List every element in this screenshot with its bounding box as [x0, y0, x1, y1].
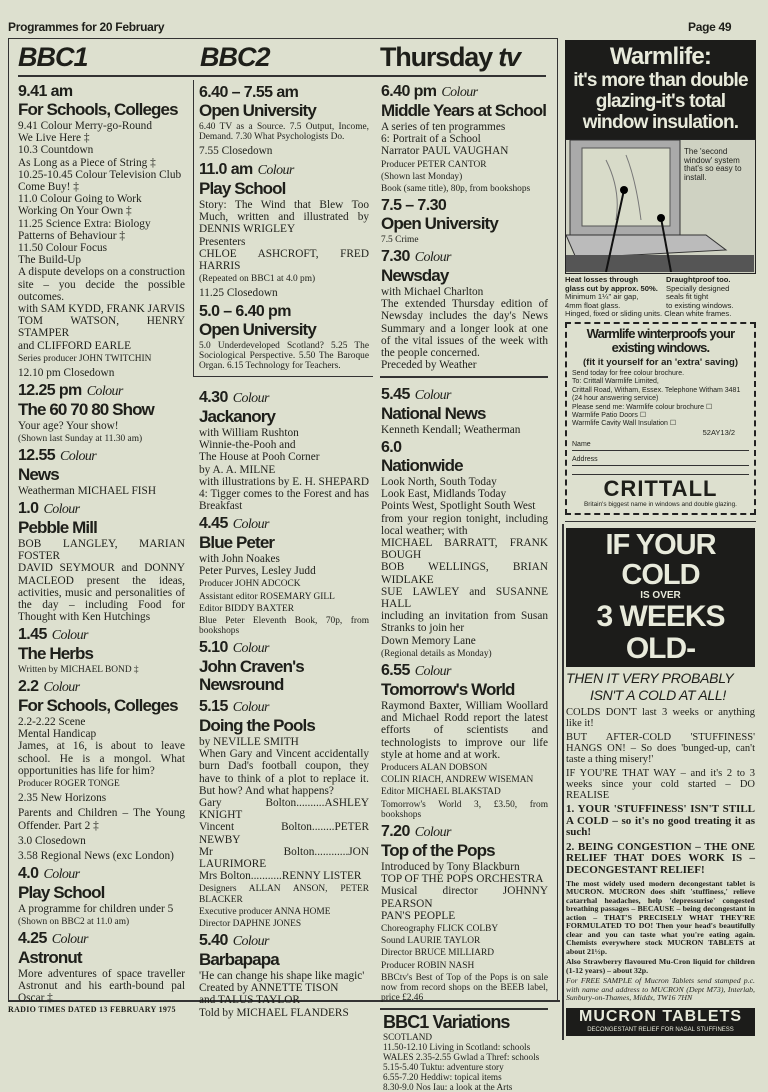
caption-line: glass cut by approx. 50%.: [565, 283, 658, 293]
cold-ad-paragraph: COLDS DON'T last 3 weeks or anything like it!: [566, 707, 755, 729]
day-heading: [380, 42, 520, 73]
programme-description: Story: The Wind that Blew Too Much, written and illustrated by DENNIS WRIGLEY: [199, 199, 369, 236]
colour-label: Colour: [43, 680, 80, 695]
coupon-address: [572, 370, 749, 429]
programme-time: 7.20: [381, 823, 410, 840]
cold-ad-small-print: The most widely used modern decongestant tablet is MUCRON. MUCRON does shift 'stuffiness,' relieve catarrhal headaches, help 'depressurise' congested breathing passages – BECAUSE – being decongestant in action – THAT'S PRECISELY WHAT THEY'RE FORMULATED TO DO! Then your head's beautifully clear and you can taste what you're eating again. Chemists everywhere stock MUCRON TABLETS at about 21½p.: [566, 878, 755, 956]
programme-description: with William Rushton: [199, 427, 299, 439]
crittall-logo: CRITTALL: [603, 476, 718, 502]
programme-credits: Sound LAURIE TAYLOR: [381, 936, 481, 947]
programme-description: Kenneth Kendall; Weatherman: [381, 424, 521, 436]
caption-row: [565, 276, 756, 310]
programme-time-row: [199, 303, 369, 321]
window-illustration: [565, 139, 756, 274]
programme-credits: (Shown on BBC2 at 11.0 am): [18, 917, 130, 928]
programme-time-row: [199, 84, 369, 102]
programme-description: including an invitation from Susan Stranks to join her: [381, 610, 548, 635]
programme-time-row: [381, 83, 548, 102]
programme-time: 5.0 – 6.40 pm: [199, 303, 291, 320]
programme-title: Middle Years at School: [381, 101, 547, 120]
programme-title: Play School: [199, 179, 286, 198]
programme-description: TOP OF THE POPS ORCHESTRA: [381, 873, 544, 886]
colour-label: Colour: [60, 449, 97, 464]
colour-label: Colour: [43, 867, 80, 882]
programme-description: Created by ANNETTE TISON: [199, 982, 339, 995]
programme-description: Winnie-the-Pooh and: [199, 439, 296, 452]
programme-time: 9.41 am: [18, 83, 73, 100]
programme-description: with SAM KYDD, FRANK JARVIS: [18, 303, 186, 316]
programme-title: Top of the Pops: [381, 841, 495, 860]
programme-description: Your age? Your show!: [18, 420, 119, 432]
headline-line: 3 WEEKS OLD-: [596, 600, 725, 665]
programme-description: 11.50 Colour Focus: [18, 242, 108, 255]
divider: [380, 376, 548, 378]
headline-line: IS OVER: [640, 590, 681, 601]
programme-credits: Producers ALAN DOBSON: [381, 763, 488, 774]
schedule-line: 12.10 pm Closedown: [18, 367, 115, 380]
caption-line: 4mm float glass.: [565, 300, 621, 310]
colour-label: Colour: [414, 388, 451, 403]
programme-description: and CLIFFORD EARLE: [18, 339, 131, 352]
programme-credits: Producer ROBIN NASH: [381, 960, 475, 971]
programme-description: When Gary and Vincent accidentally burn Dad's football coupon, they have to think of a plot to replace it. But how? And what happens?: [199, 748, 369, 797]
page-date-header: Programmes for 20 February: [8, 20, 165, 34]
programme-time-row: [381, 386, 548, 405]
colour-label: Colour: [232, 700, 269, 715]
mucron-tagline: DECONGESTANT RELIEF FOR NASAL STUFFINESS: [587, 1026, 734, 1033]
programme-description: with illustrations by E. H. SHEPARD: [199, 475, 369, 488]
programme-listing: [381, 439, 548, 659]
programme-description: Look East, Midlands Today: [381, 488, 507, 501]
programme-time-row: [381, 439, 548, 457]
ad-border: [562, 524, 564, 1040]
programme-description: Weatherman MICHAEL FISH: [18, 485, 156, 497]
programme-description: BOB WELLINGS, BRIAN WIDLAKE: [381, 561, 548, 586]
schedule-line: 3.58 Regional News (exc London): [18, 850, 174, 863]
programme-time: 6.0: [381, 439, 402, 456]
name-field[interactable]: [572, 441, 749, 451]
programme-time: 4.30: [199, 389, 228, 406]
programme-description: CHLOE ASHCROFT, FRED HARRIS: [199, 247, 369, 273]
programme-description: Mr Bolton............JON LAURIMORE: [199, 845, 369, 871]
programme-description: with John Noakes: [199, 553, 280, 565]
coupon-line: Crittall Road, Witham, Essex. Telephone Witham 3481: [572, 386, 741, 394]
programme-title: Open University: [199, 320, 316, 339]
programme-credits: (Regional details as Monday): [381, 648, 492, 659]
programme-credits: COLIN RIACH, ANDREW WISEMAN: [381, 775, 534, 786]
mucron-advert: [566, 528, 755, 1036]
programme-credits: 7.5 Crime: [381, 235, 419, 245]
programme-credits: Assistant editor ROSEMARY GILL: [199, 591, 335, 602]
colour-label: Colour: [43, 502, 80, 517]
programme-description: Look North, South Today: [381, 476, 497, 488]
programme-time: 4.25: [18, 930, 47, 947]
programme-listing: [381, 83, 548, 194]
headline-line: it's more than double: [573, 70, 748, 91]
programme-credits: Blue Peter Eleventh Book, 70p, from bookshops: [199, 616, 369, 637]
programme-time-row: [18, 83, 185, 101]
programme-credits: BBCtv's Best of Top of the Pops is on sale now from record shops on the BEEB label, price £2.46: [381, 972, 548, 1004]
cold-sub-2: ISN'T A COLD AT ALL!: [590, 687, 726, 703]
warmlife-brand: Warmlife:: [609, 43, 712, 70]
programme-description: A dispute develops on a construction site – you decide the possible outcomes.: [18, 266, 185, 303]
programme-title: Open University: [199, 101, 316, 120]
programme-time: 4.0: [18, 865, 39, 882]
programme-description: 9.41 Colour Merry-go-Round: [18, 120, 152, 132]
programme-time: 5.45: [381, 386, 410, 403]
programme-title: John Craven's Newsround: [199, 657, 304, 694]
divider: [565, 521, 756, 522]
programme-time-row: [199, 639, 369, 658]
programme-time-row: [381, 248, 548, 267]
divider: [380, 1008, 548, 1010]
programme-title: Blue Peter: [199, 533, 275, 552]
programme-credits: Written by MICHAEL BOND ‡: [18, 665, 139, 675]
programme-credits: Choreography FLICK COLBY: [381, 924, 499, 935]
programme-description: Musical director JOHNNY PEARSON: [381, 885, 548, 910]
programme-credits: Producer PETER CANTOR: [381, 159, 487, 170]
crittall-tagline: Britain's biggest name in windows and double glazing.: [584, 501, 737, 509]
cold-ad-paragraph: IF YOU'RE THAT WAY – and it's 2 to 3 weeks since your cold started – DO REALISE: [566, 768, 755, 801]
programme-listing: [199, 303, 369, 372]
programme-listing: [199, 84, 369, 158]
programme-time-row: [18, 678, 185, 697]
programme-title: Play School: [18, 883, 105, 902]
programme-credits: Producer JOHN ADCOCK: [199, 579, 301, 590]
programme-description: A series of ten programmes: [381, 121, 506, 133]
programme-listing: [381, 248, 548, 371]
programme-description: and TALUS TAYLOR: [199, 994, 300, 1007]
programme-description: A programme for children under 5: [18, 903, 174, 915]
programme-description: PAN'S PEOPLE: [381, 909, 456, 922]
programme-description: Mrs Bolton...........RENNY LISTER: [199, 870, 362, 883]
programme-title: Nationwide: [381, 456, 463, 475]
programme-description: SUE LAWLEY and SUSANNE HALL: [381, 585, 548, 611]
programme-title: Open University: [381, 214, 498, 233]
programme-listing: [381, 386, 548, 436]
programme-credits: Tomorrow's World 3, £3.50, from bookshops: [381, 799, 548, 820]
programme-time-row: [199, 932, 369, 951]
programme-description: 11.25 Science Extra: Biology: [18, 217, 151, 230]
programme-listing: [199, 932, 369, 1019]
programme-time: 6.40 pm: [381, 83, 437, 100]
caption-heat-loss: [565, 276, 661, 310]
heading-rule: [18, 75, 546, 77]
programme-title: Doing the Pools: [199, 716, 315, 735]
programme-time: 1.0: [18, 500, 39, 517]
colour-label: Colour: [441, 85, 478, 100]
schedule-line: Parents and Children – The Young Offender. Part 2 ‡: [18, 807, 185, 832]
bbc1-heading: BBC1: [18, 42, 88, 72]
programme-credits: Editor BIDDY BAXTER: [199, 603, 294, 614]
programme-time-row: [199, 389, 369, 408]
programme-time-row: [18, 865, 185, 884]
colour-label: Colour: [414, 825, 451, 840]
programme-time: 4.45: [199, 515, 228, 532]
variations-list: [383, 1032, 548, 1092]
programme-title: Pebble Mill: [18, 518, 97, 537]
programme-credits: (Repeated on BBC1 at 4.0 pm): [199, 274, 316, 285]
programme-description: Down Memory Lane: [381, 634, 476, 647]
cold-ad-paragraph: 2. BEING CONGESTION – THE ONE RELIEF THAT DOES WORK IS – DECONGESTANT RELIEF!: [566, 840, 755, 876]
cold-ad-body: [566, 707, 755, 1005]
variation-line: 5.15-5.40 Tuktu: adventure story: [383, 1062, 504, 1072]
bbc2-heading: BBC2: [200, 42, 270, 72]
warmlife-advert: [565, 40, 756, 522]
name-label: Name: [572, 441, 591, 449]
programme-description: Narrator PAUL VAUGHAN: [381, 145, 509, 158]
warmlife-headline-box: [565, 40, 756, 139]
variation-line: 11.50-12.10 Living in Scotland: schools: [383, 1042, 531, 1052]
programme-description: MICHAEL BARRATT, FRANK BOUGH: [381, 537, 548, 562]
mucron-logo-box: [566, 1008, 755, 1036]
programme-description: Come Buy! ‡: [18, 181, 79, 194]
programme-title: Tomorrow's World: [381, 680, 515, 699]
programme-listing: [381, 197, 548, 245]
address-label: Address: [572, 456, 598, 464]
address-field[interactable]: [572, 456, 749, 466]
coupon-line: Warmlife Patio Doors ☐: [572, 412, 647, 419]
colour-label: Colour: [414, 250, 451, 265]
programme-listing: [18, 447, 185, 497]
colour-label: Colour: [232, 641, 269, 656]
programme-title: For Schools, Colleges: [18, 100, 178, 119]
programme-description: More adventures of space traveller Astronut and his earth-bound pal Oscar ‡: [18, 968, 185, 1005]
programme-credits: (Shown last Monday): [381, 171, 463, 182]
programme-description: The extended Thursday edition of Newsday includes the day's News Summary and a longer look at one of the vital issues of the week with the people concerned.: [381, 298, 548, 360]
programme-time: 5.10: [199, 639, 228, 656]
cold-ad-small-print: Also Strawberry flavoured Mu-Cron liquid for children (1-12 years) – about 32p.: [566, 957, 755, 975]
programme-description: BOB LANGLEY, MARIAN FOSTER: [18, 538, 185, 563]
coupon-title-line: existing windows.: [611, 339, 710, 355]
programme-title: National News: [381, 404, 486, 423]
caption-line: to existing windows.: [666, 300, 734, 310]
coupon-line: Please send me: Warmlife colour brochure ☐: [572, 403, 713, 411]
colour-label: Colour: [257, 163, 294, 178]
programme-credits: Director BRUCE MILLIARD: [381, 948, 495, 959]
programme-description: As Long as a Piece of String ‡: [18, 156, 156, 169]
programme-time-row: [18, 382, 185, 401]
programme-time-row: [199, 161, 369, 180]
programme-description: from your region tonight, including local weather; with: [381, 512, 548, 537]
schedule-line: 2.35 New Horizons: [18, 792, 107, 805]
coupon-line: To: Crittall Warmlife Limited,: [572, 378, 659, 386]
programme-credits: Producer ROGER TONGE: [18, 779, 120, 790]
programme-title: The 60 70 80 Show: [18, 400, 154, 419]
programme-listing: [18, 500, 185, 623]
coupon-subtitle: (fit it yourself for an 'extra' saving): [583, 356, 738, 368]
caption-line: Heat losses through: [565, 275, 638, 284]
programme-time: 12.55: [18, 447, 56, 464]
schedule-line: 11.25 Closedown: [199, 287, 278, 300]
programme-time-row: [381, 197, 548, 215]
programme-time: 6.40 – 7.55 am: [199, 84, 299, 101]
cold-ad-paragraph: BUT AFTER-COLD 'STUFFINESS' HANGS ON! – So does 'bunged-up, can't taste a thing misery!': [566, 732, 755, 765]
programme-description: Gary Bolton..........ASHLEY KNIGHT: [199, 797, 369, 822]
programme-title: Astronut: [18, 948, 82, 967]
day-name: Thursday: [380, 42, 492, 72]
programme-listing: [18, 382, 185, 444]
programme-credits: Designers ALLAN ANSON, PETER BLACKER: [199, 884, 369, 905]
cold-headline-box: [566, 528, 755, 667]
programme-credits: 6.40 TV as a Source. 7.5 Output, Income, Demand. 7.30 What Psychologists Do.: [199, 122, 369, 143]
programme-time: 11.0 am: [199, 161, 253, 178]
variation-line: SCOTLAND: [383, 1032, 433, 1042]
variations-title: BBC1 Variations: [383, 1012, 510, 1032]
cold-ad-paragraph: 1. YOUR 'STUFFINESS' ISN'T STILL A COLD – so it's no good treating it as such!: [566, 803, 755, 839]
schedule-line: 3.0 Closedown: [18, 834, 86, 847]
programme-listing: [381, 662, 548, 820]
programme-description: TOM WATSON, HENRY STAMPER: [18, 315, 185, 340]
programme-time: 5.40: [199, 932, 228, 949]
colour-label: Colour: [414, 664, 451, 679]
coupon-line: (24 hour answering service): [572, 395, 659, 403]
programme-credits: Series producer JOHN TWITCHIN: [18, 353, 152, 364]
caption-line: Specially designed: [666, 283, 730, 293]
colour-label: Colour: [232, 517, 269, 532]
programme-description: by A. A. MILNE: [199, 463, 276, 476]
programme-description: James, at 16, is about to leave school. He is a mongol. What opportunities has life for him?: [18, 740, 185, 777]
programme-description: 4: Tigger comes to the Forest and has Breakfast: [199, 488, 369, 513]
caption-line: seals fit tight: [666, 292, 709, 302]
colour-label: Colour: [86, 384, 123, 399]
colour-label: Colour: [51, 932, 88, 947]
caption-draughtproof: [666, 276, 756, 310]
programme-description: The House at Pooh Corner: [199, 451, 320, 464]
programme-time-row: [18, 447, 185, 466]
programme-time: 12.25 pm: [18, 382, 82, 399]
programme-description: Mental Handicap: [18, 728, 97, 741]
programme-description: with Michael Charlton: [381, 286, 484, 298]
programme-listing: [199, 639, 369, 695]
programme-title: Jackanory: [199, 407, 276, 426]
programme-time-row: [18, 500, 185, 519]
colour-label: Colour: [232, 391, 269, 406]
page-number: Page 49: [688, 20, 732, 34]
programme-credits: Executive producer ANNA HOME: [199, 906, 331, 917]
programme-listing: [18, 930, 185, 1005]
programme-credits: (Shown last Sunday at 11.30 am): [18, 434, 143, 445]
programme-listing: [199, 161, 369, 300]
programme-time: 7.5 – 7.30: [381, 197, 447, 214]
programme-time-row: [381, 823, 548, 842]
programme-description: Working On Your Own ‡: [18, 205, 132, 218]
programme-time: 6.55: [381, 662, 410, 679]
programme-description: Peter Purves, Lesley Judd: [199, 565, 316, 578]
programme-listing: [18, 865, 185, 927]
colour-label: Colour: [232, 934, 269, 949]
programme-listing: [18, 626, 185, 675]
programme-description: Vincent Bolton........PETER NEWBY: [199, 821, 369, 846]
programme-listing: [199, 698, 369, 929]
programme-title: News: [18, 465, 59, 484]
programme-time: 7.30: [381, 248, 410, 265]
programme-credits: Book (same title), 80p, from bookshops: [381, 184, 531, 195]
headline-line: glazing-it's total: [595, 91, 726, 112]
headline-line: IF YOUR COLD: [605, 529, 716, 591]
programme-title: For Schools, Colleges: [18, 696, 178, 715]
programme-description: 11.0 Colour Going to Work: [18, 193, 142, 206]
schedule-line: 7.55 Closedown: [199, 145, 273, 158]
programme-time: 2.2: [18, 678, 39, 695]
programme-description: We Live Here ‡: [18, 132, 90, 145]
variation-line: WALES 2.35-2.55 Gwlad a Thref: schools: [383, 1052, 540, 1062]
programme-description: 10.25-10.45 Colour Television Club: [18, 168, 182, 181]
programme-time-row: [381, 662, 548, 681]
programme-description: Told by MICHAEL FLANDERS: [199, 1006, 349, 1019]
issue-footer: RADIO TIMES DATED 13 FEBRUARY 1975: [8, 1005, 176, 1014]
programme-time-row: [18, 626, 185, 645]
coupon-code: 52AY13/2: [702, 427, 735, 437]
programme-listing: [199, 515, 369, 636]
coupon-title: [572, 327, 749, 355]
caption-frames: Hinged, fixed or sliding units. Clean white frames.: [565, 309, 732, 319]
programme-description: Patterns of Behaviour ‡: [18, 229, 125, 242]
programme-time-row: [199, 515, 369, 534]
programme-listing: [18, 83, 185, 379]
programme-description: Introduced by Tony Blackburn: [381, 861, 520, 873]
window-callout: The 'second window' system that's so easy to install.: [684, 147, 742, 182]
programme-description: 6: Portrait of a School: [381, 133, 481, 146]
variation-line: 6.55-7.20 Heddiw: topical items: [383, 1072, 502, 1082]
programme-listing: [381, 823, 548, 1003]
programme-description: Points West, Spotlight South West: [381, 500, 536, 513]
cold-sub-1: THEN IT VERY PROBABLY: [566, 670, 734, 686]
programme-credits: Director DAPHNE JONES: [199, 919, 302, 930]
mucron-brand: MUCRON TABLETS: [578, 1007, 743, 1025]
programme-listing: [18, 678, 185, 862]
caption-line: Draughtproof too.: [666, 275, 731, 284]
programme-time: 1.45: [18, 626, 47, 643]
programme-time-row: [199, 698, 369, 717]
coupon-title-line: Warmlife winterproofs your: [586, 325, 735, 341]
bbc1-variations: [383, 1013, 548, 1092]
programme-description: 2.2-2.22 Scene: [18, 716, 86, 728]
programme-title: Newsday: [381, 266, 449, 285]
programme-description: by NEVILLE SMITH: [199, 736, 299, 748]
programme-description: Raymond Baxter, William Woollard and Michael Rodd report the latest efforts of scientists and technologists to improve our life style at home and at work.: [381, 700, 548, 761]
programme-description: 'He can change his shape like magic': [199, 970, 365, 982]
programme-credits: Editor MICHAEL BLAKSTAD: [381, 787, 501, 798]
address-field-line[interactable]: [572, 473, 749, 475]
programme-description: Presenters: [199, 235, 246, 248]
programme-title: The Herbs: [18, 644, 94, 663]
headline-line: window insulation.: [582, 112, 739, 133]
caption-line: Minimum 1¼" air gap,: [565, 292, 639, 302]
programme-time: 5.15: [199, 698, 228, 715]
programme-listing: [199, 389, 369, 512]
tv-label: tv: [498, 42, 520, 72]
colour-label: Colour: [51, 628, 88, 643]
programme-description: The Build-Up: [18, 254, 82, 267]
programme-description: Preceded by Weather: [381, 359, 477, 372]
coupon-line: Send today for free colour brochure.: [572, 369, 685, 377]
coupon-line: Warmlife Cavity Wall Insulation ☐: [572, 420, 677, 428]
warmlife-coupon[interactable]: [565, 322, 756, 515]
programme-credits: 5.0 Underdeveloped Scotland? 5.25 The Sociological Perspective. 5.50 The Baroque Organ. 6.15 Technology for Teachers.: [199, 341, 369, 372]
cold-ad-small-print: For FREE SAMPLE of Mucron Tablets send stamped p.c. with name and address to MUCRON (Dept M73), Interlab, Sunbury-on-Thames, Middx, TW16 7HN: [566, 976, 755, 1003]
programme-time-row: [18, 930, 185, 949]
variation-line: 8.30-9.0 Nos Iau: a look at the Arts: [383, 1082, 513, 1092]
programme-description: 10.3 Countdown: [18, 144, 94, 157]
programme-title: Barbapapa: [199, 950, 279, 969]
programme-description: DAVID SEYMOUR and DONNY MACLEOD present the ideas, activities, music and personalities of the day – including Food for Thought with Ken Hutchings: [18, 562, 185, 624]
